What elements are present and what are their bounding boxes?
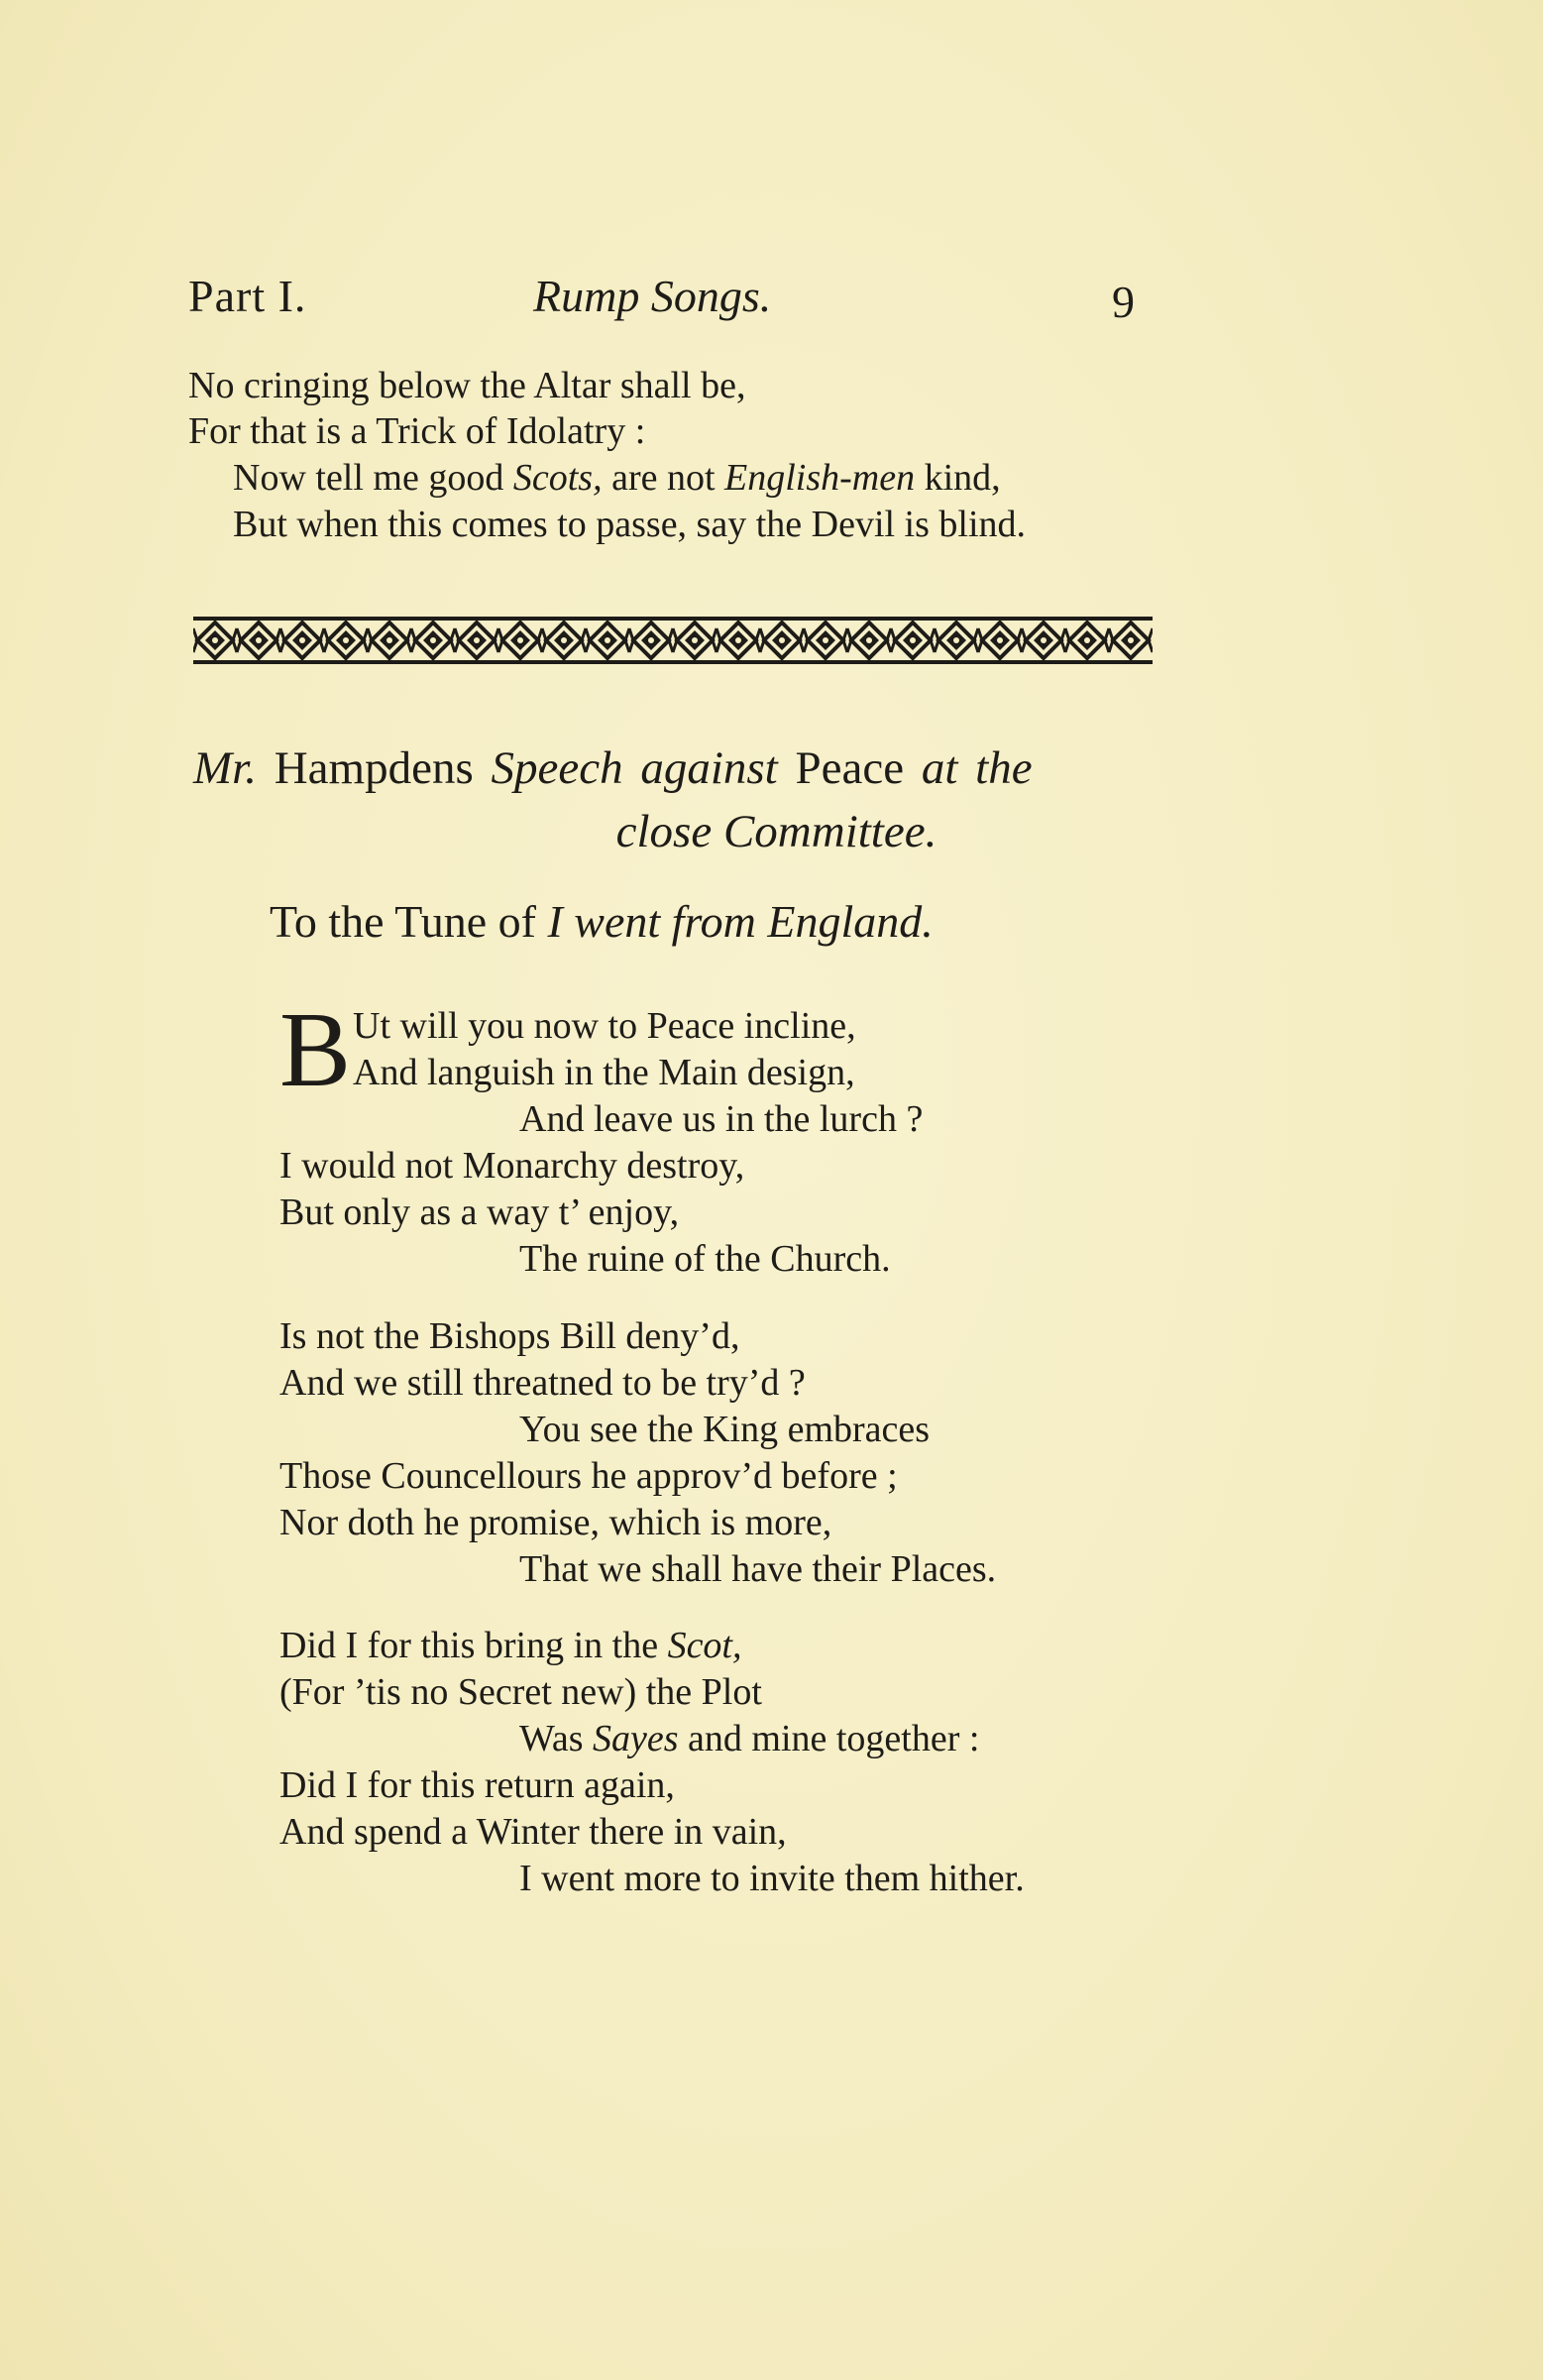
stanza2-line-4: Those Councellours he approv’d before ; — [279, 1455, 898, 1497]
scot-word: Scot, — [667, 1625, 742, 1666]
sayes-word: Sayes — [592, 1718, 679, 1759]
prev-line-3: Now tell me good Scots, are not English-men kind, — [233, 457, 1001, 499]
prev-line-4: But when this comes to passe, say the Devil is blind. — [233, 504, 1027, 545]
stanza1-line-4: I would not Monarchy destroy, — [279, 1145, 745, 1187]
stanza3-line-1: Did I for this bring in the Scot, — [279, 1625, 742, 1666]
stanza3-line-6: I went more to invite them hither. — [519, 1858, 1025, 1899]
prev-line-1: No cringing below the Altar shall be, — [188, 365, 746, 406]
stanza1-line-2: And languish in the Main design, — [353, 1052, 855, 1093]
stanza1-line-3: And leave us in the lurch ? — [519, 1098, 924, 1140]
stanza2-line-5: Nor doth he promise, which is more, — [279, 1502, 832, 1543]
running-header — [188, 270, 1145, 339]
scots-word: Scots, — [512, 457, 603, 499]
english-men-word: English-men — [724, 457, 916, 499]
stanza3-line-3: Was Sayes and mine together : — [519, 1718, 980, 1759]
stanza3-line-4: Did I for this return again, — [279, 1764, 675, 1806]
tune-name: I went from England. — [547, 896, 934, 947]
song-title-line-1: Mr. Hampdens Speech against Peace at the — [193, 742, 1033, 794]
stanza2-line-1: Is not the Bishops Bill deny’d, — [279, 1315, 740, 1357]
prev-line-2: For that is a Trick of Idolatry : — [188, 410, 646, 452]
stanza1-line-6: The ruine of the Church. — [519, 1238, 891, 1280]
ornament-divider — [193, 613, 1153, 668]
stanza1-line-1: Ut will you now to Peace incline, — [353, 1005, 856, 1047]
stanza3-line-5: And spend a Winter there in vain, — [279, 1811, 787, 1853]
stanza2-line-6: That we shall have their Places. — [519, 1548, 997, 1590]
stanza2-line-2: And we still threatned to be try’d ? — [279, 1362, 806, 1404]
part-label: Part I. — [188, 271, 307, 321]
song-title-line-2: close Committee. — [615, 806, 937, 857]
page-number: 9 — [1112, 277, 1135, 327]
tune-line: To the Tune of I went from England. — [270, 896, 934, 947]
drop-cap: B — [279, 991, 352, 1109]
stanza1-line-5: But only as a way t’ enjoy, — [279, 1191, 680, 1233]
running-title: Rump Songs. — [533, 271, 772, 321]
stanza2-line-3: You see the King embraces — [519, 1409, 931, 1450]
stanza3-line-2: (For ’tis no Secret new) the Plot — [279, 1671, 762, 1713]
